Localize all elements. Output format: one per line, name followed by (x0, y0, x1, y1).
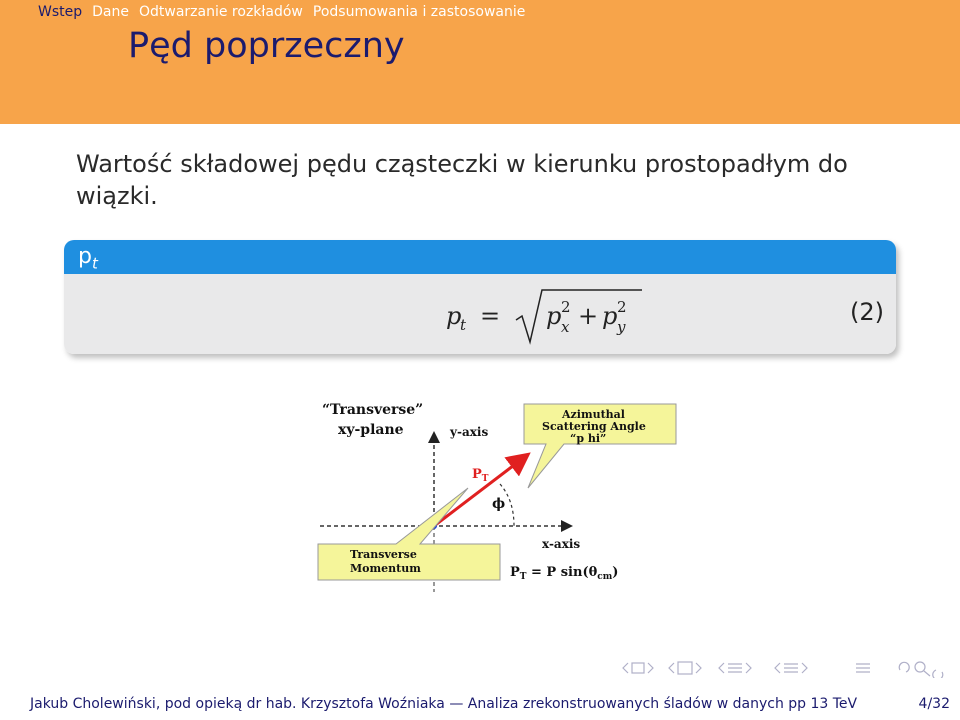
nav-item-podsumowania[interactable]: Podsumowania i zastosowanie (312, 4, 526, 20)
beamer-navigation-symbols (620, 658, 950, 678)
svg-text:y: y (617, 318, 626, 336)
page-number: 4/32 (918, 696, 950, 712)
slide-footer (30, 696, 950, 712)
nav-frame-icon[interactable] (623, 663, 653, 673)
transverse-momentum-line1: Transverse (350, 548, 417, 561)
nav-section-icon[interactable] (719, 663, 751, 673)
svg-text:2: 2 (561, 298, 571, 316)
section-navigation (38, 4, 525, 20)
nav-item-wstep[interactable]: Wstep (38, 4, 83, 20)
x-axis-label: x-axis (542, 537, 581, 551)
slide-text: Wartość składowej pędu cząsteczki w kierunku prostopadłym do wiązki. (76, 150, 848, 210)
pt-formula: $P_T = P$ $\sin(\theta_{cm})$ (510, 565, 619, 582)
slide-title: Pęd poprzeczny (128, 26, 405, 66)
svg-text:t: t (460, 316, 467, 334)
svg-text:p: p (446, 302, 462, 330)
block-body (64, 274, 896, 354)
azimuthal-line3: “p hi” (570, 432, 607, 445)
transverse-plane-line2: xy-plane (338, 422, 404, 438)
svg-text:=: = (480, 302, 501, 330)
footer-credits: Jakub Cholewiński, pod opieką dr hab. Krzysztofa Woźniaka — Analiza zrekonstruowanych śladów w danych pp 13 TeV (30, 696, 858, 712)
svg-text:p: p (602, 302, 618, 330)
svg-text:+: + (578, 302, 599, 330)
nav-subsection-icon[interactable] (669, 662, 701, 674)
transverse-momentum-figure (300, 392, 690, 592)
y-axis-label: y-axis (450, 425, 489, 439)
equation-block (64, 240, 896, 354)
nav-document-icon[interactable] (775, 663, 807, 673)
transverse-plane-line1: “Transverse” (322, 402, 424, 418)
pt-vector-label: $P_T$ (472, 467, 489, 484)
equation-number: (2) (850, 298, 884, 326)
svg-text:x: x (561, 318, 570, 336)
azimuthal-line1: Azimuthal (562, 408, 625, 421)
svg-text:2: 2 (617, 298, 627, 316)
pt-equation (444, 282, 654, 352)
nav-search-icon[interactable] (899, 662, 943, 678)
block-title (64, 240, 896, 274)
nav-appendix-icon[interactable] (856, 664, 870, 672)
nav-item-odtwarzanie[interactable]: Odtwarzanie rozkładów (139, 4, 303, 20)
slide-header (0, 0, 960, 124)
nav-item-dane[interactable]: Dane (92, 4, 129, 20)
transverse-momentum-line2: Momentum (350, 562, 421, 575)
block-title-p: p (78, 244, 92, 269)
svg-text:p: p (546, 302, 562, 330)
azimuthal-line2: Scattering Angle (542, 420, 646, 433)
phi-label: ϕ (492, 496, 506, 512)
block-title-sub: t (91, 254, 98, 273)
